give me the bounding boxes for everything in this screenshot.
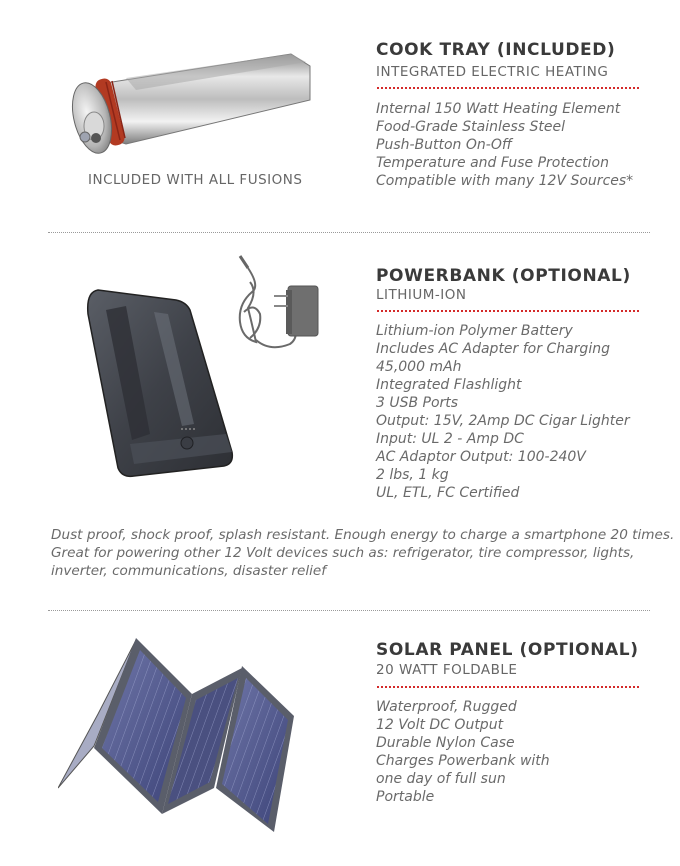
spec-item: 3 USB Ports	[376, 395, 459, 411]
spec-item: Lithium-ion Polymer Battery	[376, 323, 573, 339]
spec-item: one day of full sun	[376, 771, 506, 787]
solar-panel-subtitle: 20 WATT FOLDABLE	[376, 662, 518, 678]
cook-tray-image	[66, 48, 314, 160]
powerbank-image	[86, 284, 234, 478]
spec-item: Integrated Flashlight	[376, 377, 522, 393]
cook-tray-specs-list	[376, 100, 633, 190]
solar-panel-image	[58, 634, 298, 838]
spec-item: 45,000 mAh	[376, 359, 462, 375]
red-dotted-divider	[377, 310, 639, 312]
spec-item: Food-Grade Stainless Steel	[376, 119, 566, 135]
spec-item: Compatible with many 12V Sources*	[376, 173, 634, 189]
spec-item: AC Adaptor Output: 100-240V	[376, 449, 586, 465]
ac-adapter-image	[230, 252, 326, 358]
powerbank-title: POWERBANK (OPTIONAL)	[376, 266, 631, 286]
cook-tray-subtitle: INTEGRATED ELECTRIC HEATING	[376, 64, 609, 80]
spec-item: Temperature and Fuse Protection	[376, 155, 609, 171]
powerbank-specs-list	[376, 322, 630, 502]
spec-item: Includes AC Adapter for Charging	[376, 341, 610, 357]
cook-tray-title: COOK TRAY (INCLUDED)	[376, 40, 616, 60]
spec-item: Durable Nylon Case	[376, 735, 515, 751]
red-dotted-divider	[377, 686, 639, 688]
spec-item: Output: 15V, 2Amp DC Cigar Lighter	[376, 413, 630, 429]
red-dotted-divider	[377, 87, 639, 89]
spec-item: Internal 150 Watt Heating Element	[376, 101, 621, 117]
powerbank-description: Dust proof, shock proof, splash resistant. Enough energy to charge a smartphone 20 times. Great for powering other 12 Volt devices such as: refrigerator, tire compressor, lights, inverter, communications, disaster relief	[51, 527, 675, 579]
spec-item: 2 lbs, 1 kg	[376, 467, 449, 483]
cook-tray-caption: INCLUDED WITH ALL FUSIONS	[88, 172, 303, 188]
spec-item: UL, ETL, FC Certified	[376, 485, 520, 501]
spec-item: 12 Volt DC Output	[376, 717, 504, 733]
solar-panel-specs-list	[376, 698, 550, 806]
spec-item: Input: UL 2 - Amp DC	[376, 431, 524, 447]
section-divider	[48, 610, 650, 611]
solar-panel-title: SOLAR PANEL (OPTIONAL)	[376, 640, 639, 660]
spec-item: Waterproof, Rugged	[376, 699, 517, 715]
powerbank-subtitle: LITHIUM-ION	[376, 287, 467, 303]
section-divider	[48, 232, 650, 233]
spec-item: Charges Powerbank with	[376, 753, 550, 769]
spec-item: Portable	[376, 789, 435, 805]
spec-item: Push-Button On-Off	[376, 137, 512, 153]
